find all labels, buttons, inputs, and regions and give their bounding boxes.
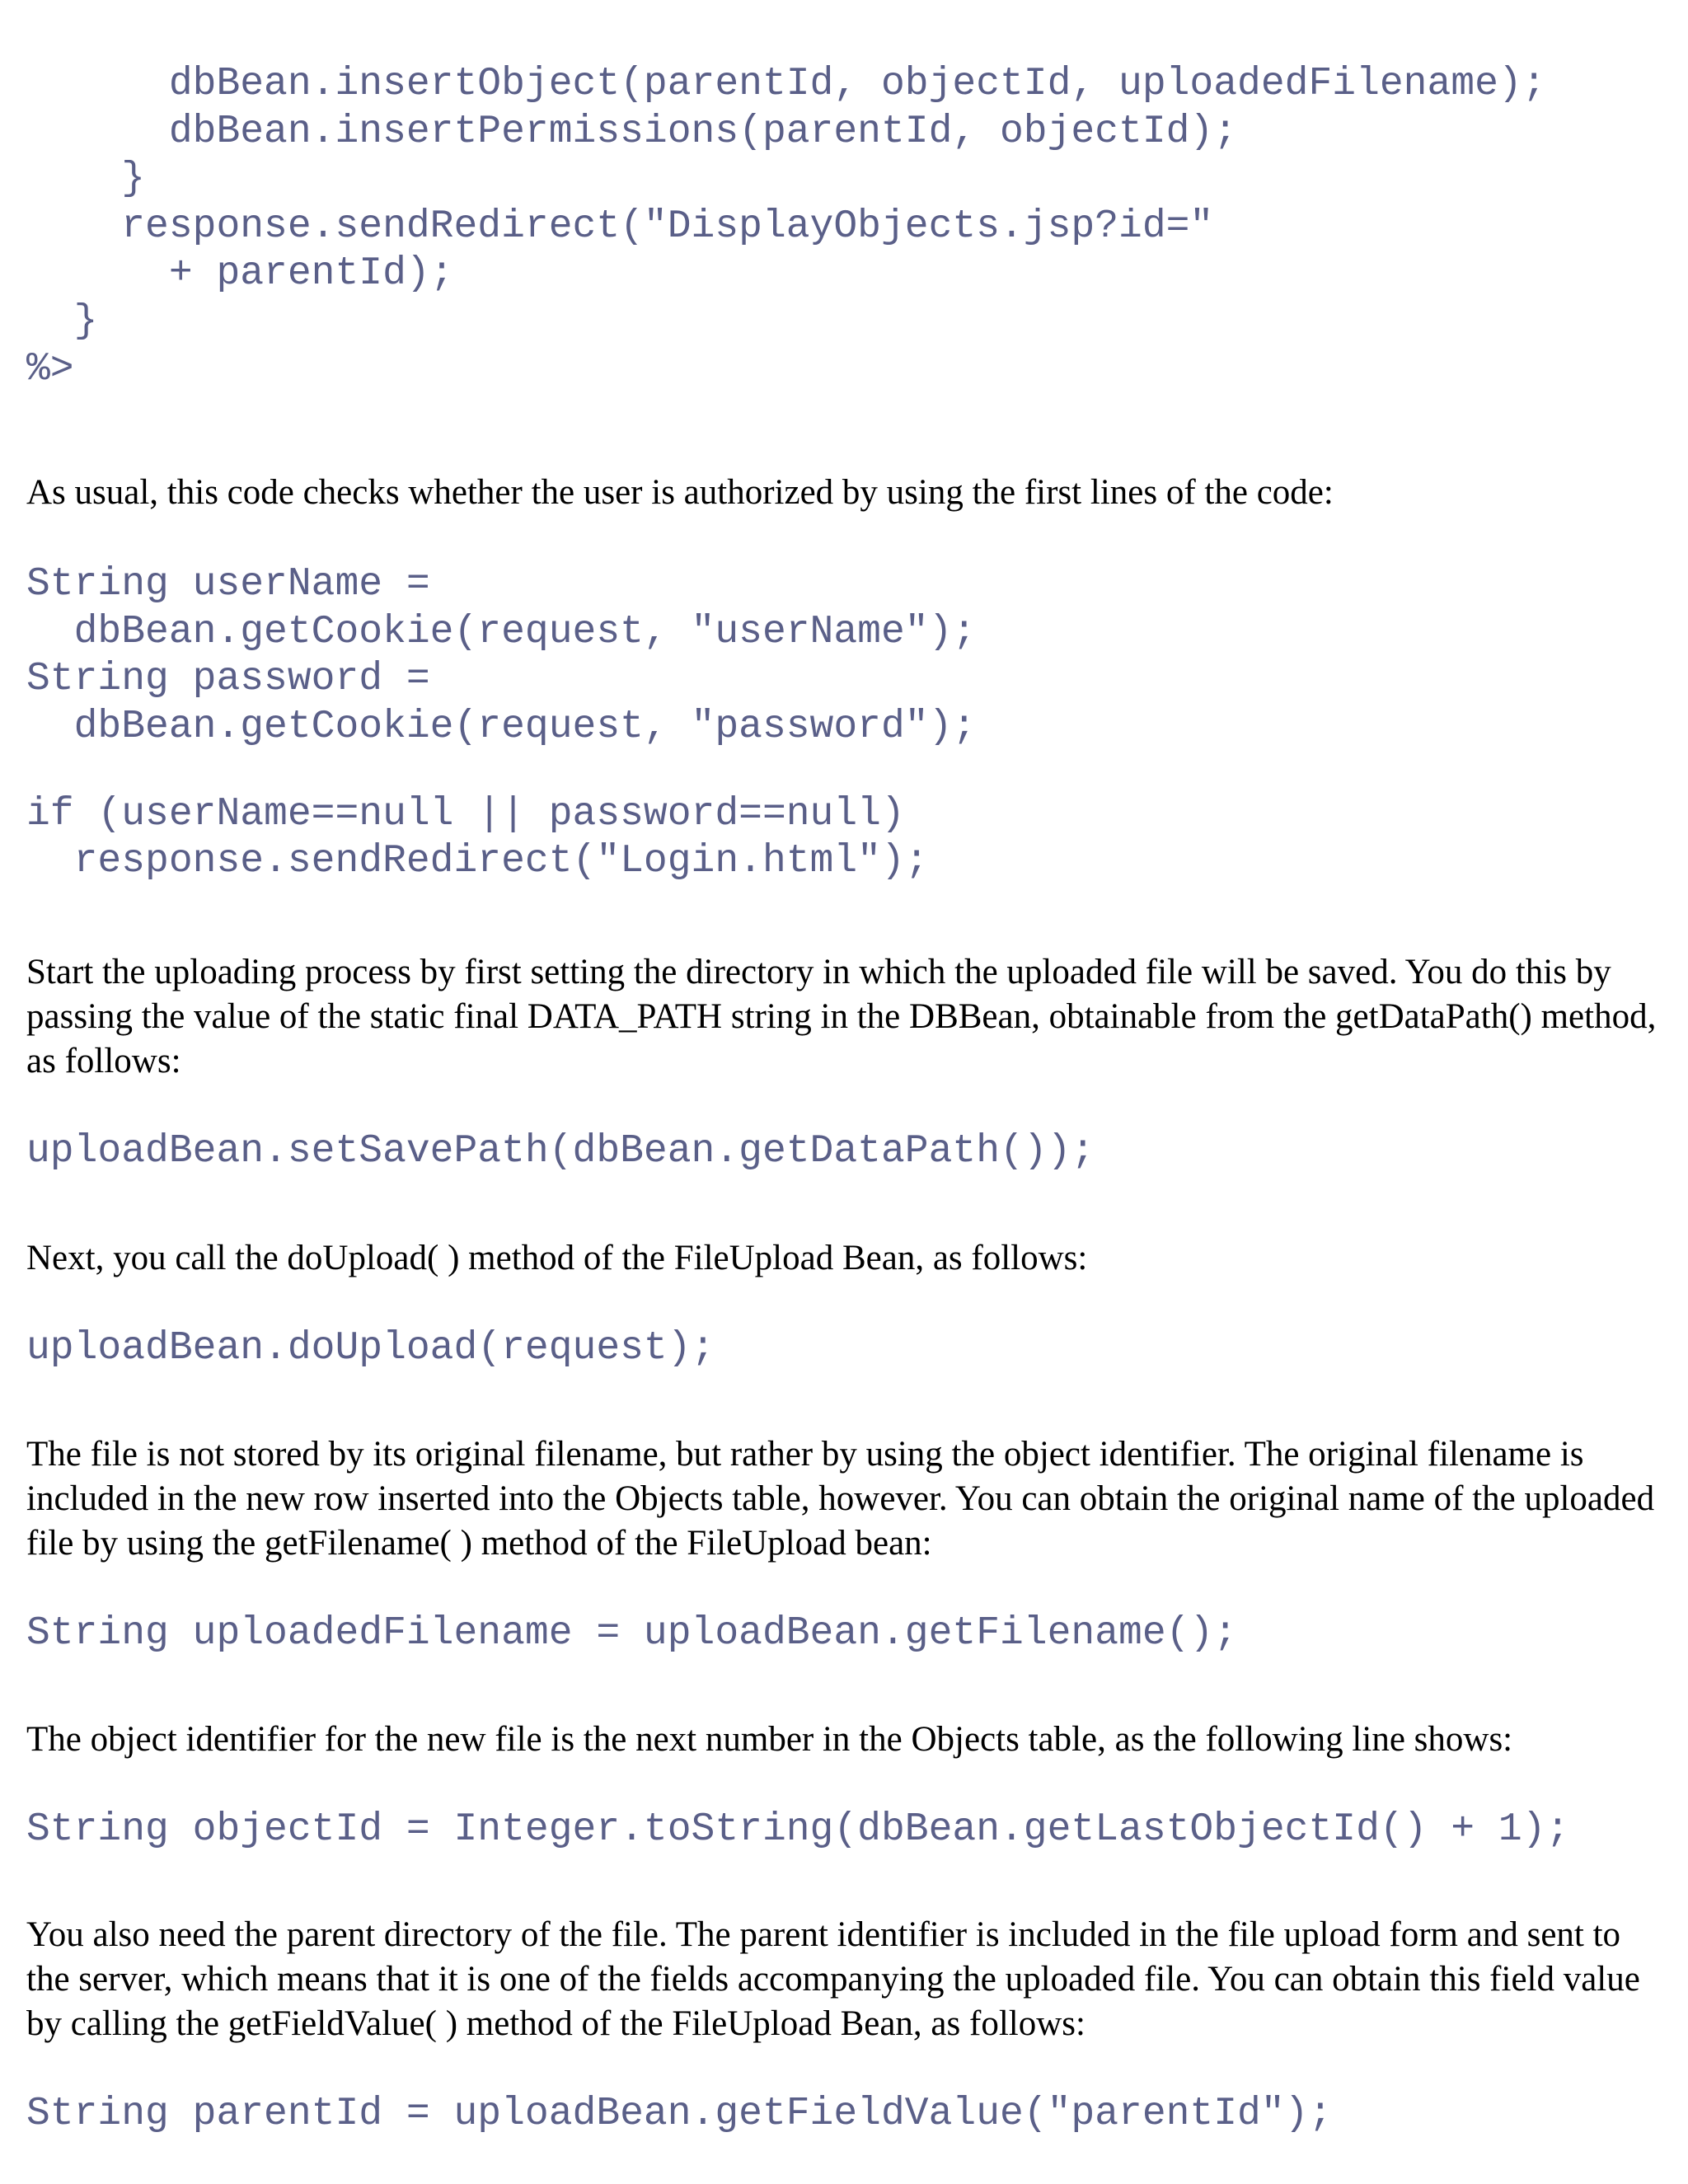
code-line-set-save-path: uploadBean.setSavePath(dbBean.getDataPath()); (26, 1128, 1095, 1174)
code-line-do-upload: uploadBean.doUpload(request); (26, 1326, 715, 1371)
code-line-parent-id: String parentId = uploadBean.getFieldValue("parentId"); (26, 2092, 1333, 2137)
code-block-get-cookies: String userName = dbBean.getCookie(request, "userName"); String password = dbBean.getCookie(request, "password"); (26, 562, 977, 749)
document-page (26, 0, 1667, 2184)
paragraph-parent-directory: You also need the parent directory of the file. The parent identifier is included in the file upload form and sent to the server, which means that it is one of the fields accompanying the uploaded file. You can obtain this field value by calling the getFieldValue( ) method of the FileUpload Bean, as follows: (26, 1915, 1640, 2044)
paragraph-object-identifier: The object identifier for the new file is the next number in the Objects table, as the following line shows: (26, 1719, 1513, 1759)
paragraph-upload-directory: Start the uploading process by first setting the directory in which the uploaded file will be saved. You do this by passing the value of the static final DATA_PATH string in the DBBean, obtainable from the getDataPath() method, as follows: (26, 952, 1657, 1080)
code-line-object-id: String objectId = Integer.toString(dbBean.getLastObjectId() + 1); (26, 1807, 1570, 1852)
code-block-insert-and-redirect: dbBean.insertObject(parentId, objectId, uploadedFilename); dbBean.insertPermissions(parentId, objectId); } response.sendRedirect("DisplayObjects.jsp?id=" + parentId); } %> (26, 62, 1546, 391)
code-block-login-redirect: if (userName==null || password==null) response.sendRedirect("Login.html"); (26, 791, 929, 884)
paragraph-authorization-check: As usual, this code checks whether the user is authorized by using the first lines of the code: (26, 473, 1334, 513)
code-line-get-filename: String uploadedFilename = uploadBean.getFilename(); (26, 1610, 1238, 1656)
paragraph-do-upload: Next, you call the doUpload( ) method of the FileUpload Bean, as follows: (26, 1239, 1088, 1278)
paragraph-original-filename: The file is not stored by its original filename, but rather by using the object identifier. The original filename is included in the new row inserted into the Objects table, however. You can obtain the original name of the uploaded file by using the getFilename( ) method of the FileUpload bean: (26, 1434, 1655, 1563)
